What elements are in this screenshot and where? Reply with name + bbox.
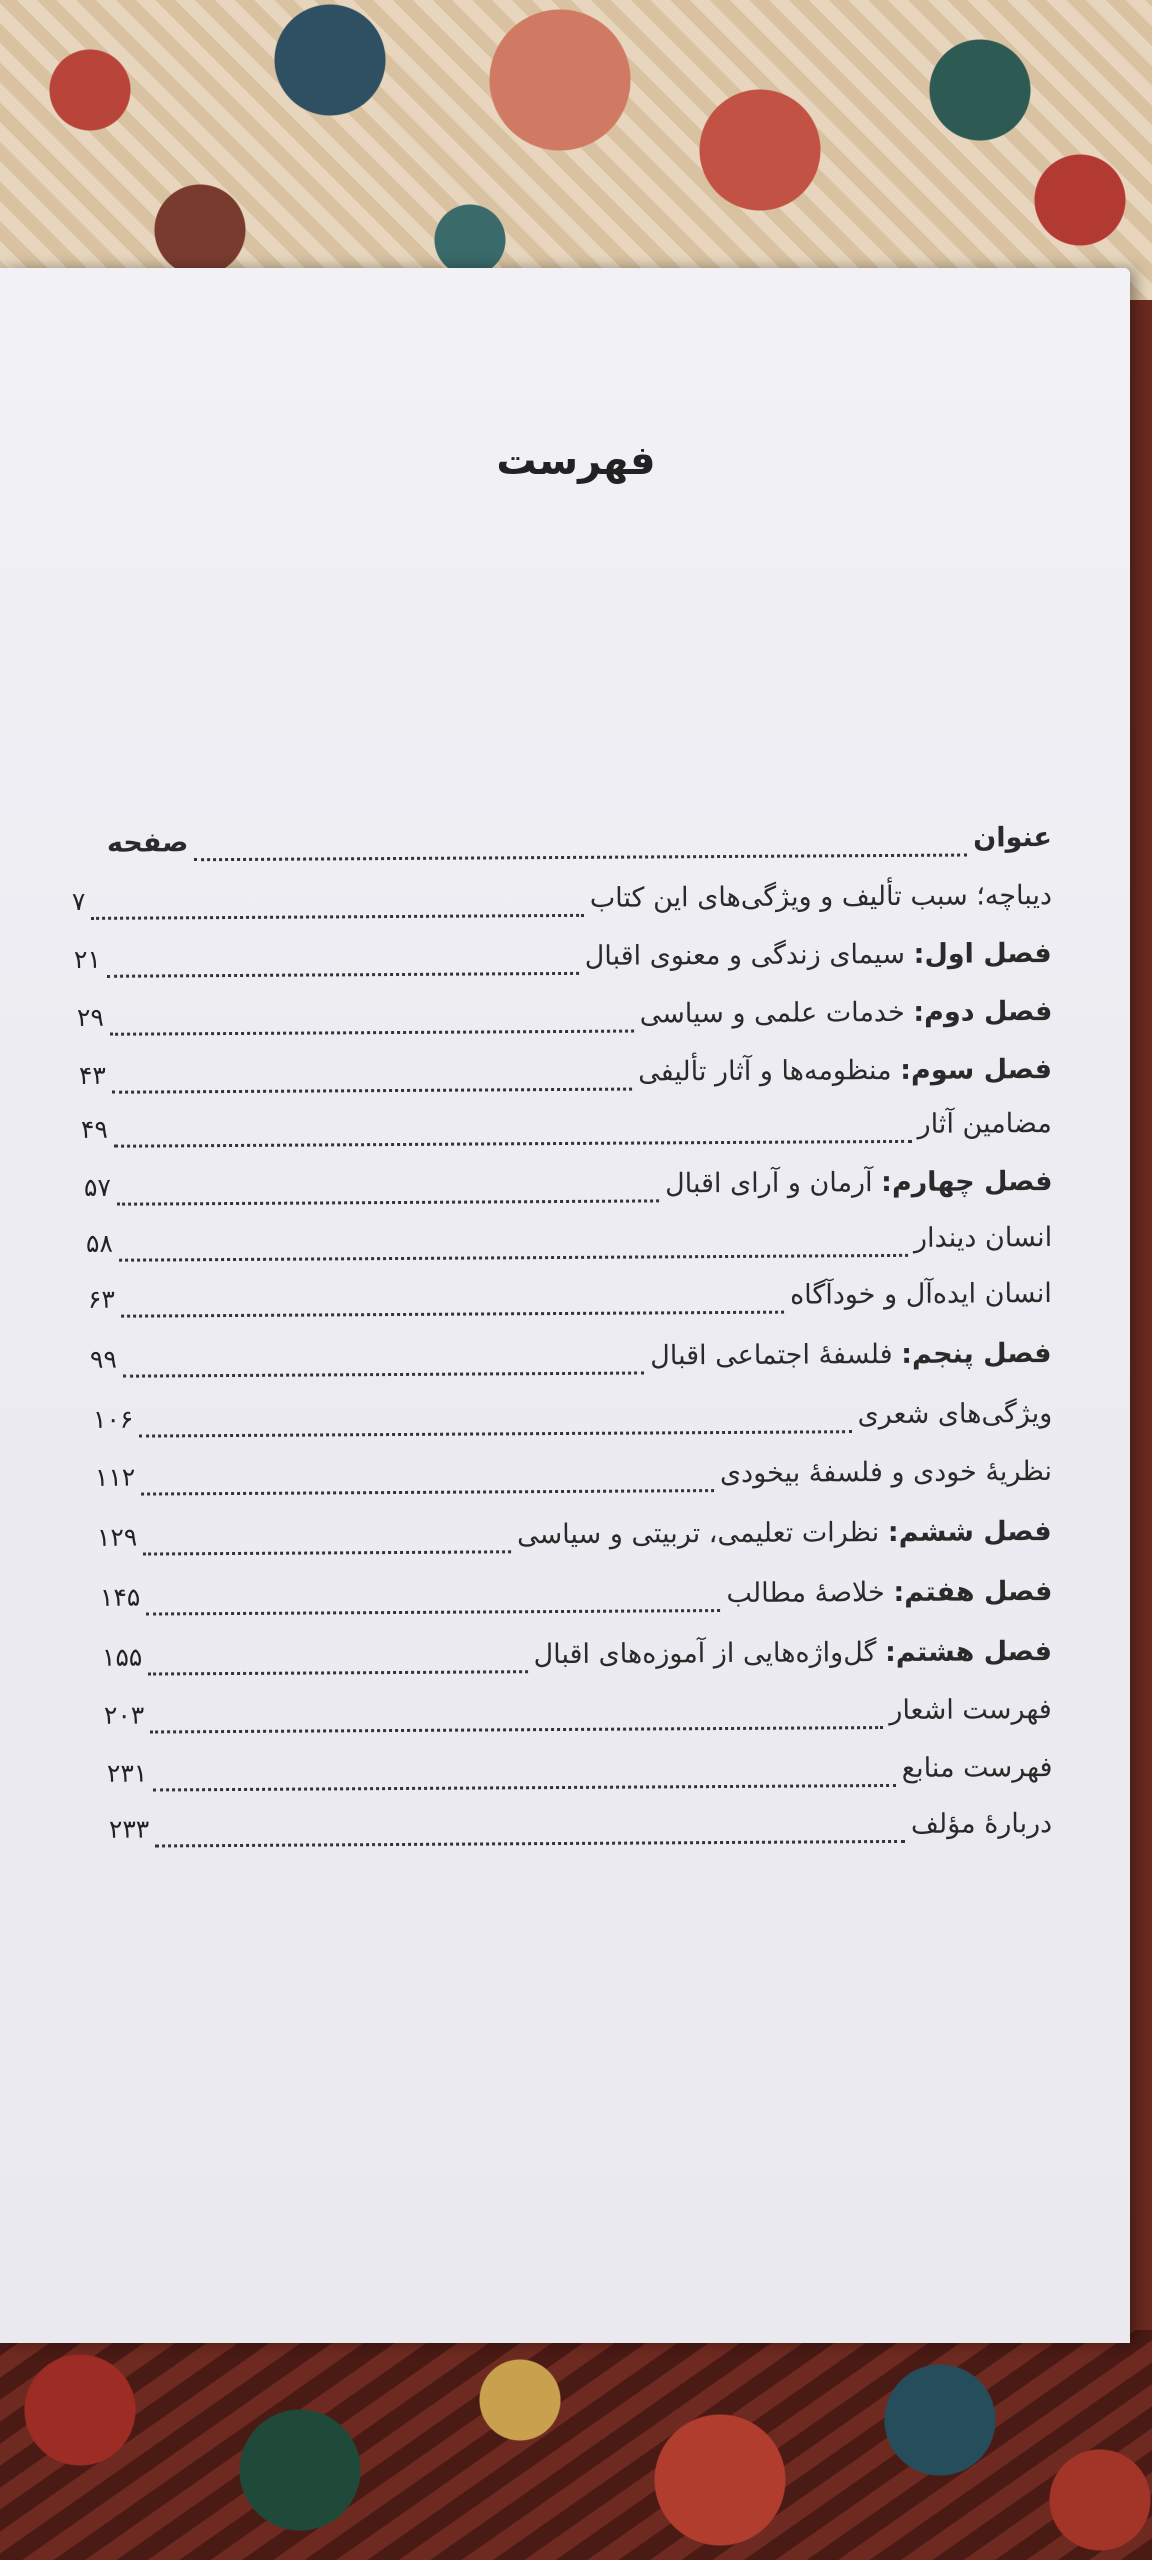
toc-entry <box>83 1166 1052 1216</box>
toc-entry-label <box>901 1752 1052 1784</box>
toc-entry-text: فلسفهٔ اجتماعی اقبال <box>650 1338 894 1372</box>
toc-entry-page-number: ۷ <box>71 886 86 916</box>
toc-entry <box>72 880 1052 930</box>
chapter-prefix: فصل چهارم: <box>880 1166 1053 1199</box>
leader-dots <box>123 1371 644 1377</box>
toc-header-title: عنوان <box>973 822 1053 854</box>
toc-entry-page-number: ۴۳ <box>78 1060 106 1090</box>
leader-dots <box>148 1670 527 1675</box>
toc-entry-page-number: ۱۵۵ <box>101 1642 143 1672</box>
toc-entry-text: خدمات علمی و سیاسی <box>639 996 905 1030</box>
leader-dots <box>144 1550 512 1555</box>
toc-entry-label <box>590 880 1052 914</box>
toc-entry <box>79 1054 1052 1104</box>
toc-entry-text: ویژگی‌های شعری <box>857 1398 1053 1431</box>
toc-entry <box>76 996 1052 1046</box>
toc-entry-page-number: ۵۷ <box>83 1172 111 1202</box>
toc-entry-page-number: ۹۹ <box>90 1344 118 1374</box>
leader-dots <box>151 1726 884 1733</box>
leader-dots <box>141 1489 714 1495</box>
toc-entry-text: دیباچه؛ سبب تألیف و ویژگی‌های این کتاب <box>589 880 1053 914</box>
leader-dots <box>107 972 579 978</box>
chapter-prefix: فصل سوم: <box>900 1054 1053 1086</box>
toc-entry <box>97 1516 1052 1566</box>
toc-entry <box>74 938 1052 988</box>
toc-entry-label <box>720 1456 1052 1489</box>
leader-dots <box>155 1840 905 1848</box>
toc-entry-label <box>639 996 1052 1030</box>
toc-entry-text: خلاصهٔ مطالب <box>725 1577 885 1609</box>
leader-dots <box>121 1311 784 1318</box>
toc-entry-text: فهرست منابع <box>901 1752 1053 1784</box>
toc-entry-label <box>585 938 1052 972</box>
toc-header-row <box>107 822 1052 872</box>
toc-entry-page-number: ۲۹ <box>76 1002 104 1032</box>
toc-title: فهرست <box>496 438 656 484</box>
toc-entry-text: سیمای زندگی و معنوی اقبال <box>584 938 906 972</box>
toc-entry-text: دربارهٔ مؤلف <box>910 1808 1053 1840</box>
toc-entry <box>109 1808 1052 1858</box>
chapter-prefix: فصل هفتم: <box>892 1576 1053 1608</box>
chapter-prefix: فصل دوم: <box>912 996 1053 1028</box>
chapter-prefix: فصل اول: <box>913 938 1053 970</box>
leader-dots <box>116 1199 658 1205</box>
toc-entry-text: آرمان و آرای اقبال <box>664 1167 873 1200</box>
toc-entry-text: منظومه‌ها و آثار تألیفی <box>637 1054 892 1088</box>
toc-entry <box>95 1456 1052 1506</box>
toc-entry <box>90 1338 1052 1388</box>
toc-entry-text: مضامین آثار <box>917 1108 1053 1140</box>
toc-entry-label <box>889 1694 1052 1726</box>
toc-entry-page-number: ۱۲۹ <box>97 1522 138 1552</box>
chapter-prefix: فصل ششم: <box>888 1516 1053 1549</box>
toc-entry-label <box>914 1222 1052 1254</box>
toc-entry-label <box>638 1054 1052 1088</box>
toc-entry-page-number: ۴۹ <box>81 1114 109 1144</box>
toc-entry <box>106 1752 1052 1802</box>
leader-dots <box>119 1254 908 1262</box>
toc-entry <box>93 1398 1053 1448</box>
toc-entry-label <box>650 1338 1052 1371</box>
toc-entry-text: نظریهٔ خودی و فلسفهٔ بیخودی <box>719 1456 1053 1490</box>
toc-entry-text: نظرات تعلیمی، تربیتی و سیاسی <box>517 1517 880 1551</box>
leader-dots <box>146 1609 720 1616</box>
toc-entry-page-number: ۲۳۱ <box>106 1758 147 1788</box>
toc-entry <box>104 1694 1052 1744</box>
toc-entry <box>88 1278 1052 1328</box>
toc-entry-text: گل‌واژه‌هایی از آموزه‌های اقبال <box>533 1637 877 1671</box>
toc-entry <box>102 1636 1052 1686</box>
toc-entry-label <box>665 1166 1053 1199</box>
leader-dots <box>110 1030 634 1036</box>
chapter-prefix: فصل هشتم: <box>884 1636 1053 1669</box>
toc-entry-label <box>911 1808 1052 1840</box>
toc-entry <box>81 1108 1052 1158</box>
toc-entry-text: انسان ایده‌آل و خودآگاه <box>790 1278 1053 1311</box>
leader-dots <box>114 1140 912 1148</box>
toc-entry-page-number: ۱۴۵ <box>99 1582 140 1612</box>
leader-dots <box>153 1784 896 1792</box>
leader-dots <box>92 914 584 920</box>
toc-entry-label <box>918 1108 1052 1140</box>
leader-dots <box>112 1088 632 1094</box>
chapter-prefix: فصل پنجم: <box>901 1338 1053 1370</box>
toc-entry-label <box>517 1516 1052 1550</box>
toc-entry-page-number: ۱۰۶ <box>92 1404 134 1434</box>
toc-entry <box>86 1222 1052 1272</box>
toc-entry-text: انسان دیندار <box>913 1222 1053 1254</box>
toc-entry-page-number: ۵۸ <box>85 1228 113 1258</box>
toc-entry-label <box>533 1636 1052 1670</box>
toc-entry-page-number: ۲۱ <box>74 944 102 974</box>
toc-entry-page-number: ۲۰۳ <box>104 1700 145 1730</box>
leader-dots <box>139 1430 851 1437</box>
toc-entry-page-number: ۱۱۲ <box>94 1462 136 1492</box>
leader-dots <box>194 854 967 862</box>
toc-entry <box>99 1576 1052 1626</box>
toc-entry-text: فهرست اشعار <box>889 1694 1053 1726</box>
toc-entry-label <box>857 1398 1052 1430</box>
toc-entry-label <box>790 1278 1052 1311</box>
toc-entry-page-number: ۶۳ <box>87 1284 116 1314</box>
toc-entry-page-number: ۲۳۳ <box>108 1814 150 1844</box>
toc-header-page: صفحه <box>106 827 189 859</box>
toc-entry-label <box>726 1576 1052 1609</box>
